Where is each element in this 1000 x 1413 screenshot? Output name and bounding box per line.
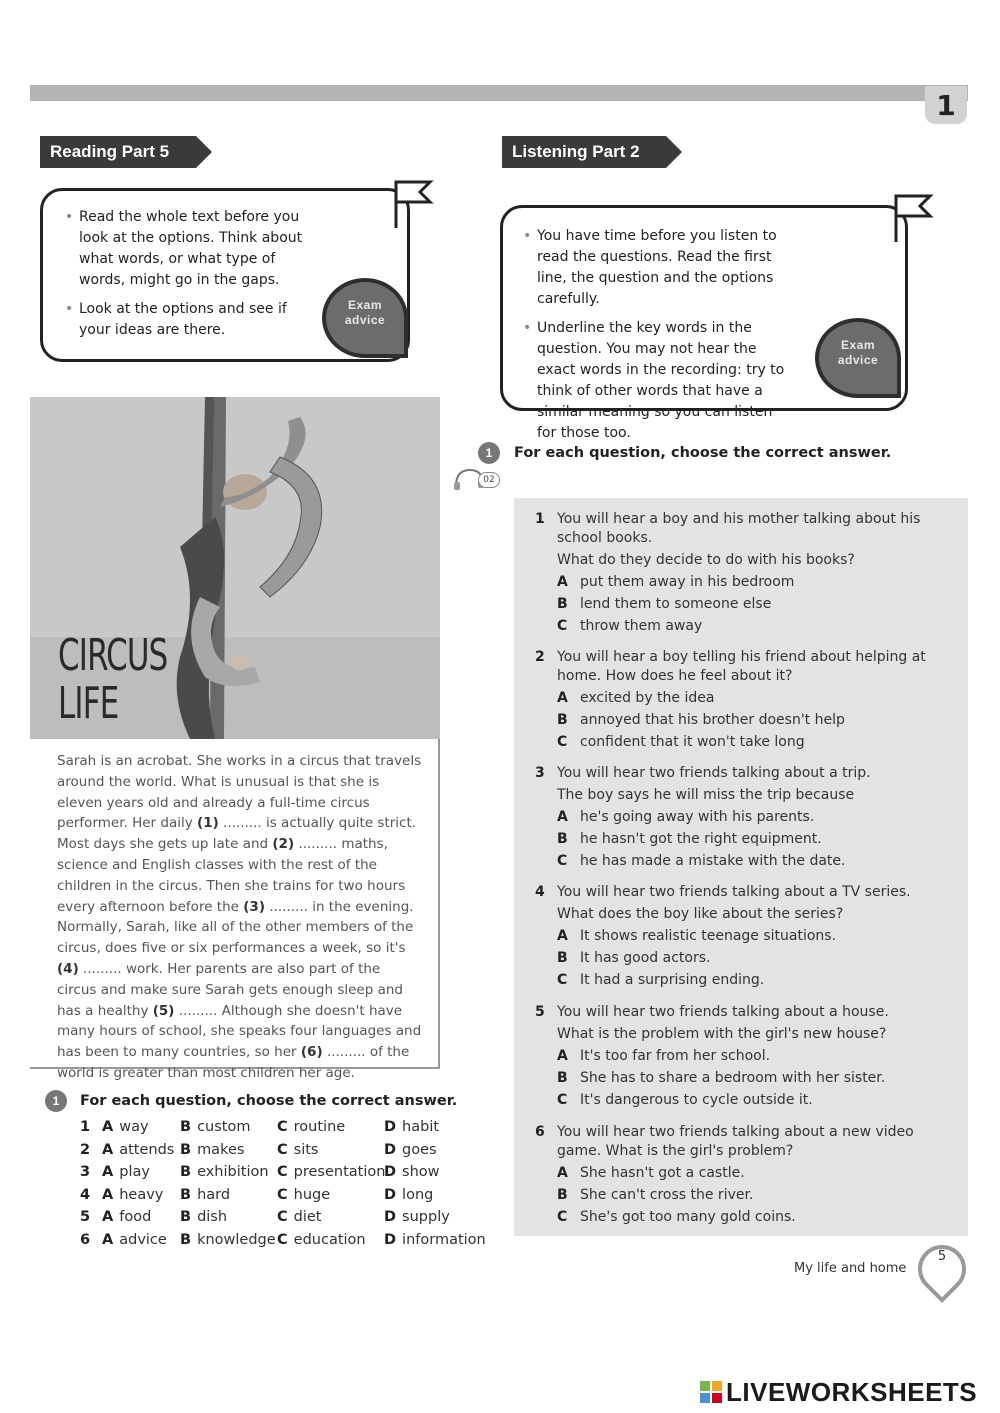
page-number-badge	[908, 1235, 976, 1303]
option-a[interactable]: A advice	[102, 1231, 167, 1248]
option-c[interactable]: C routine	[277, 1119, 346, 1135]
question-prompt: The boy says he will miss the trip because	[557, 787, 855, 803]
listening-question	[535, 764, 955, 871]
listening-advice-1: • You have time before you listen to read the questions. Read the first line, the question and the options carefully.	[523, 226, 795, 310]
listening-question	[535, 1123, 955, 1227]
listening-exercise-heading: For each question, choose the correct answer.	[514, 445, 892, 461]
unit-number: 1	[925, 86, 967, 124]
option-b[interactable]: B custom	[180, 1119, 251, 1135]
option-d[interactable]: D long	[384, 1186, 434, 1203]
title-line-1: CIRCUS	[58, 630, 168, 681]
gap-number: (1)	[197, 815, 219, 832]
exam-badge-line2: advice	[344, 313, 386, 327]
option-a[interactable]: A play	[102, 1164, 150, 1180]
answer-option-a[interactable]: A excited by the idea	[557, 690, 715, 706]
answer-option-c[interactable]: C he has made a mistake with the date.	[557, 853, 846, 869]
option-d[interactable]: D supply	[384, 1209, 450, 1225]
story-title	[58, 632, 168, 728]
option-b[interactable]: B knowledge	[180, 1231, 276, 1248]
question-stem: You will hear two friends talking about a TV series.	[557, 884, 911, 900]
exam-badge-line1: Exam	[347, 298, 383, 312]
exam-advice-badge	[322, 278, 408, 358]
option-d[interactable]: D goes	[384, 1141, 437, 1158]
answer-option-b[interactable]: B lend them to someone else	[557, 596, 772, 612]
reading-advice-1: • Read the whole text before you look at the options. Think about what words, or what type of words, might go in the gaps.	[65, 207, 307, 291]
answer-option-b[interactable]: B he hasn't got the right equipment.	[557, 831, 822, 847]
question-prompt: What is the problem with the girl's new house?	[557, 1026, 887, 1042]
answer-option-a[interactable]: A It's too far from her school.	[557, 1048, 771, 1064]
option-number: 1	[80, 1119, 91, 1135]
reading-exercise-heading: For each question, choose the correct answer.	[80, 1093, 458, 1109]
story-segment: ......... Although she doesn't have many hours of school, she speaks four languages and has been to many countries, so her	[57, 1002, 422, 1061]
answer-option-c[interactable]: C It's dangerous to cycle outside it.	[557, 1092, 813, 1108]
question-number: 2	[535, 649, 545, 665]
exercise-number-badge: 1	[45, 1090, 67, 1112]
exam-advice-badge-listening	[815, 318, 901, 398]
option-a[interactable]: A heavy	[102, 1186, 164, 1203]
story-segment: ......... maths, science and English classes with the rest of the children in the circus. Then she trains for two hours every afternoon before the	[57, 836, 406, 915]
listening-exercise-number: 1	[478, 442, 500, 464]
question-number: 4	[535, 884, 545, 900]
question-number: 5	[535, 1004, 545, 1020]
option-number: 5	[80, 1209, 91, 1225]
option-b[interactable]: B hard	[180, 1186, 231, 1203]
option-b[interactable]: B makes	[180, 1141, 245, 1158]
option-d[interactable]: D show	[384, 1164, 440, 1180]
header-bar	[30, 85, 968, 101]
option-number: 3	[80, 1164, 91, 1180]
question-number: 6	[535, 1124, 545, 1140]
answer-option-b[interactable]: B It has good actors.	[557, 950, 711, 966]
listening-part-tag: Listening Part 2	[502, 136, 666, 168]
answer-option-c[interactable]: C throw them away	[557, 618, 703, 634]
track-number: 02	[478, 472, 500, 488]
gap-number: (2)	[272, 836, 295, 853]
story-segment: ......... in the evening. Normally, Sarah, like all of the other members of the circus, does five or six performances a week, so it's	[57, 898, 414, 957]
liveworksheets-logo-icon	[700, 1381, 722, 1403]
gap-number: (5)	[152, 1002, 175, 1019]
story-segment: ......... work. Her parents are also part of the circus and make sure Sarah gets enough sleep and has a healthy	[57, 960, 403, 1019]
option-b[interactable]: B dish	[180, 1209, 228, 1225]
story-segment: ......... of the world is greater than most children her age.	[57, 1044, 410, 1081]
question-stem: You will hear a boy telling his friend about helping at home. How does he feel about it?	[557, 649, 926, 684]
exam-badge-line2-listening: advice	[837, 353, 879, 367]
story-text	[30, 739, 440, 1081]
gap-number: (6)	[300, 1044, 323, 1061]
option-c[interactable]: C diet	[277, 1209, 322, 1225]
answer-option-c[interactable]: C It had a surprising ending.	[557, 972, 765, 988]
answer-option-a[interactable]: A he's going away with his parents.	[557, 809, 815, 825]
reading-part-tag: Reading Part 5	[40, 136, 196, 168]
answer-option-c[interactable]: C confident that it won't take long	[557, 734, 805, 750]
answer-option-a[interactable]: A It shows realistic teenage situations.	[557, 928, 837, 944]
question-number: 3	[535, 765, 545, 781]
option-a[interactable]: A food	[102, 1209, 152, 1225]
flag-icon	[388, 178, 436, 230]
option-number: 4	[80, 1186, 91, 1203]
story-segment: ......... is actually quite strict. Most days she gets up late and	[57, 815, 417, 853]
option-c[interactable]: C education	[277, 1231, 366, 1248]
listening-question	[535, 648, 955, 752]
option-c[interactable]: C sits	[277, 1141, 319, 1158]
listening-question	[535, 510, 955, 636]
page-number: 5	[937, 1249, 947, 1264]
answer-option-a[interactable]: A She hasn't got a castle.	[557, 1165, 745, 1181]
option-a[interactable]: A attends	[102, 1141, 175, 1158]
option-a[interactable]: A way	[102, 1119, 149, 1135]
answer-option-a[interactable]: A put them away in his bedroom	[557, 574, 795, 590]
question-prompt: What do they decide to do with his books?	[557, 552, 855, 568]
answer-option-b[interactable]: B annoyed that his brother doesn't help	[557, 712, 845, 728]
exam-badge-line1-listening: Exam	[840, 338, 876, 352]
option-d[interactable]: D habit	[384, 1119, 440, 1135]
option-b[interactable]: B exhibition	[180, 1164, 269, 1180]
option-c[interactable]: C presentation	[277, 1164, 386, 1180]
answer-option-b[interactable]: B She has to share a bedroom with her sister.	[557, 1070, 886, 1086]
gap-number: (4)	[57, 960, 79, 977]
option-number: 6	[80, 1231, 91, 1248]
title-line-2: LIFE	[58, 678, 119, 729]
gap-number: (3)	[243, 898, 265, 915]
story-segment: Sarah is an acrobat. She works in a circus that travels around the world. What is unusual is that she is eleven years old and already a full-time circus performer. Her daily	[57, 753, 422, 832]
reading-advice-2: • Look at the options and see if your ideas are there.	[65, 299, 307, 341]
option-c[interactable]: C huge	[277, 1186, 331, 1203]
answer-option-b[interactable]: B She can't cross the river.	[557, 1187, 754, 1203]
listening-question	[535, 883, 955, 990]
question-number: 1	[535, 511, 545, 527]
option-number: 2	[80, 1141, 91, 1158]
question-stem: You will hear two friends talking about a trip.	[557, 765, 871, 781]
option-d[interactable]: D information	[384, 1231, 486, 1248]
listening-advice-2: • Underline the key words in the question. You may not hear the exact words in the recording: try to think of other words that have a similar meaning so you can listen for those too.	[523, 318, 795, 444]
answer-option-c[interactable]: C She's got too many gold coins.	[557, 1209, 796, 1225]
question-prompt: What does the boy like about the series?	[557, 906, 844, 922]
question-stem: You will hear two friends talking about a new video game. What is the girl's problem?	[557, 1124, 914, 1159]
question-stem: You will hear a boy and his mother talking about his school books.	[557, 511, 921, 546]
listening-question	[535, 1003, 955, 1110]
footer-section-label: My life and home	[794, 1261, 907, 1276]
question-stem: You will hear two friends talking about a house.	[557, 1004, 889, 1020]
flag-icon-listening	[888, 192, 936, 244]
brand-name: LIVEWORKSHEETS	[726, 1377, 978, 1407]
